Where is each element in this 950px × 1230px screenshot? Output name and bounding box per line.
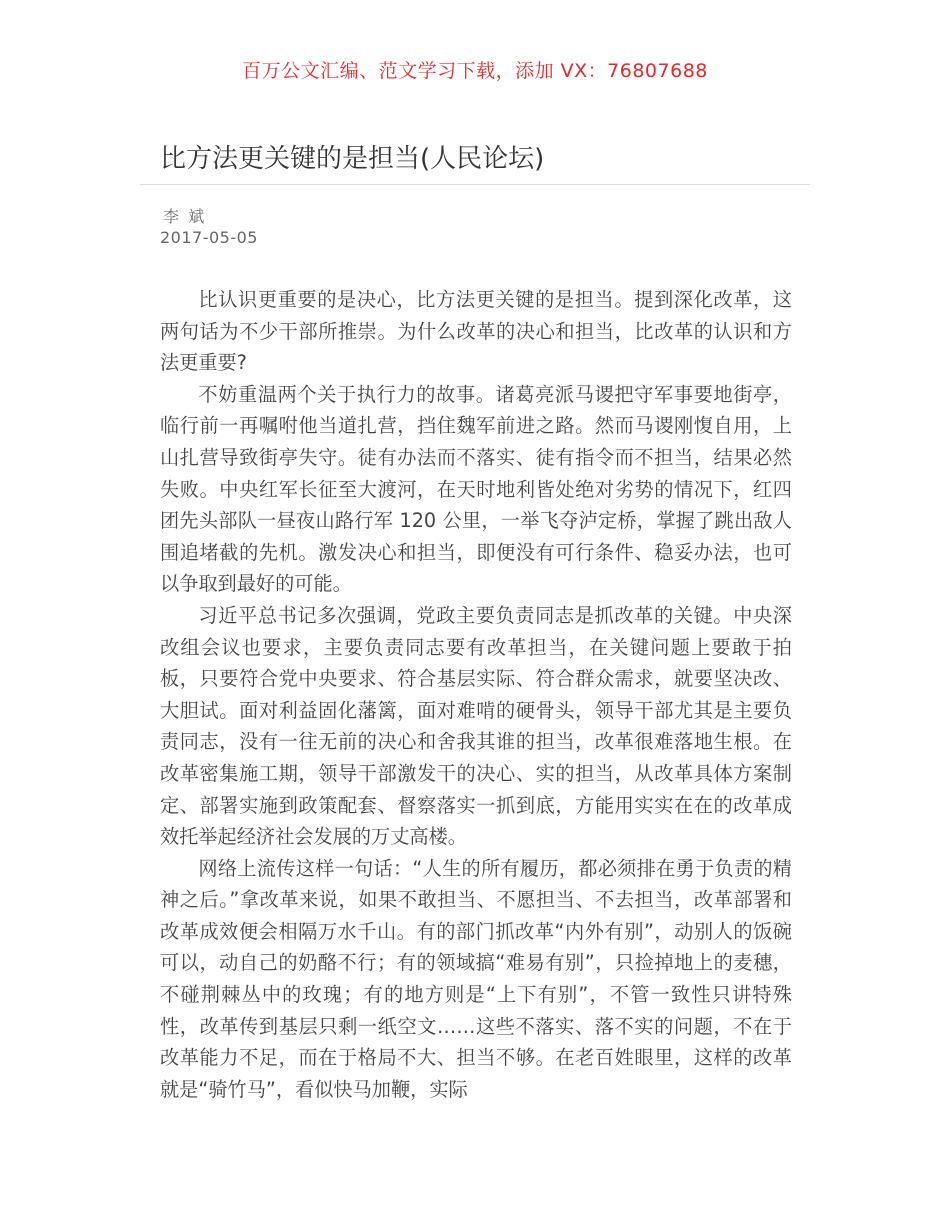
header-banner: 百万公文汇编、范文学习下载，添加 VX：76807688 xyxy=(242,60,708,82)
paragraph: 网络上流传这样一句话：“人生的所有履历，都必须排在勇于负责的精神之后。”拿改革来说，如果不敢担当、不愿担当、不去担当，改革部署和改革成效便会相隔万水千山。有的部门抓改革“内外有别”，动别人的饭碗可以，动自己的奶酪不行；有的领域搞“难易有别”，只捡掉地上的麦穗，不碰荆棘丛中的玫瑰；有的地方则是“上下有别”，不管一致性只讲特殊性，改革传到基层只剩一纸空文……这些不落实、落不实的问题，不在于改革能力不足，而在于格局不大、担当不够。在老百姓眼里，这样的改革就是“骑竹马”，看似快马加鞭，实际 xyxy=(160,856,792,1101)
title-divider xyxy=(140,184,810,185)
article-author: 李 斌 xyxy=(163,207,207,226)
paragraph: 不妨重温两个关于执行力的故事。诸葛亮派马谡把守军事要地街亭，临行前一再嘱咐他当道扎营，挡住魏军前进之路。然而马谡刚愎自用，上山扎营导致街亭失守。徒有办法而不落实、徒有指令而不担当，结果必然失败。中央红军长征至大渡河，在天时地利皆处绝对劣势的情况下，红四团先头部队一昼夜山路行军 120 公里，一举飞夺泸定桥，掌握了跳出敌人围追堵截的先机。激发决心和担当，即便没有可行条件、稳妥办法，也可以争取到最好的可能。 xyxy=(160,382,792,596)
article-body xyxy=(160,284,792,1105)
paragraph: 比认识更重要的是决心，比方法更关键的是担当。提到深化改革，这两句话为不少干部所推崇。为什么改革的决心和担当，比改革的认识和方法更重要? xyxy=(160,288,792,375)
article-date: 2017-05-05 xyxy=(160,228,258,247)
article-title: 比方法更关键的是担当(人民论坛) xyxy=(160,144,545,174)
paragraph: 习近平总书记多次强调，党政主要负责同志是抓改革的关键。中央深改组会议也要求，主要负责同志要有改革担当，在关键问题上要敢于拍板，只要符合党中央要求、符合基层实际、符合群众需求，就要坚决改、大胆试。面对利益固化藩篱，面对难啃的硬骨头，领导干部尤其是主要负责同志，没有一往无前的决心和舍我其谁的担当，改革很难落地生根。在改革密集施工期，领导干部激发干的决心、实的担当，从改革具体方案制定、部署实施到政策配套、督察落实一抓到底，方能用实实在在的改革成效托举起经济社会发展的万丈高楼。 xyxy=(160,603,792,849)
